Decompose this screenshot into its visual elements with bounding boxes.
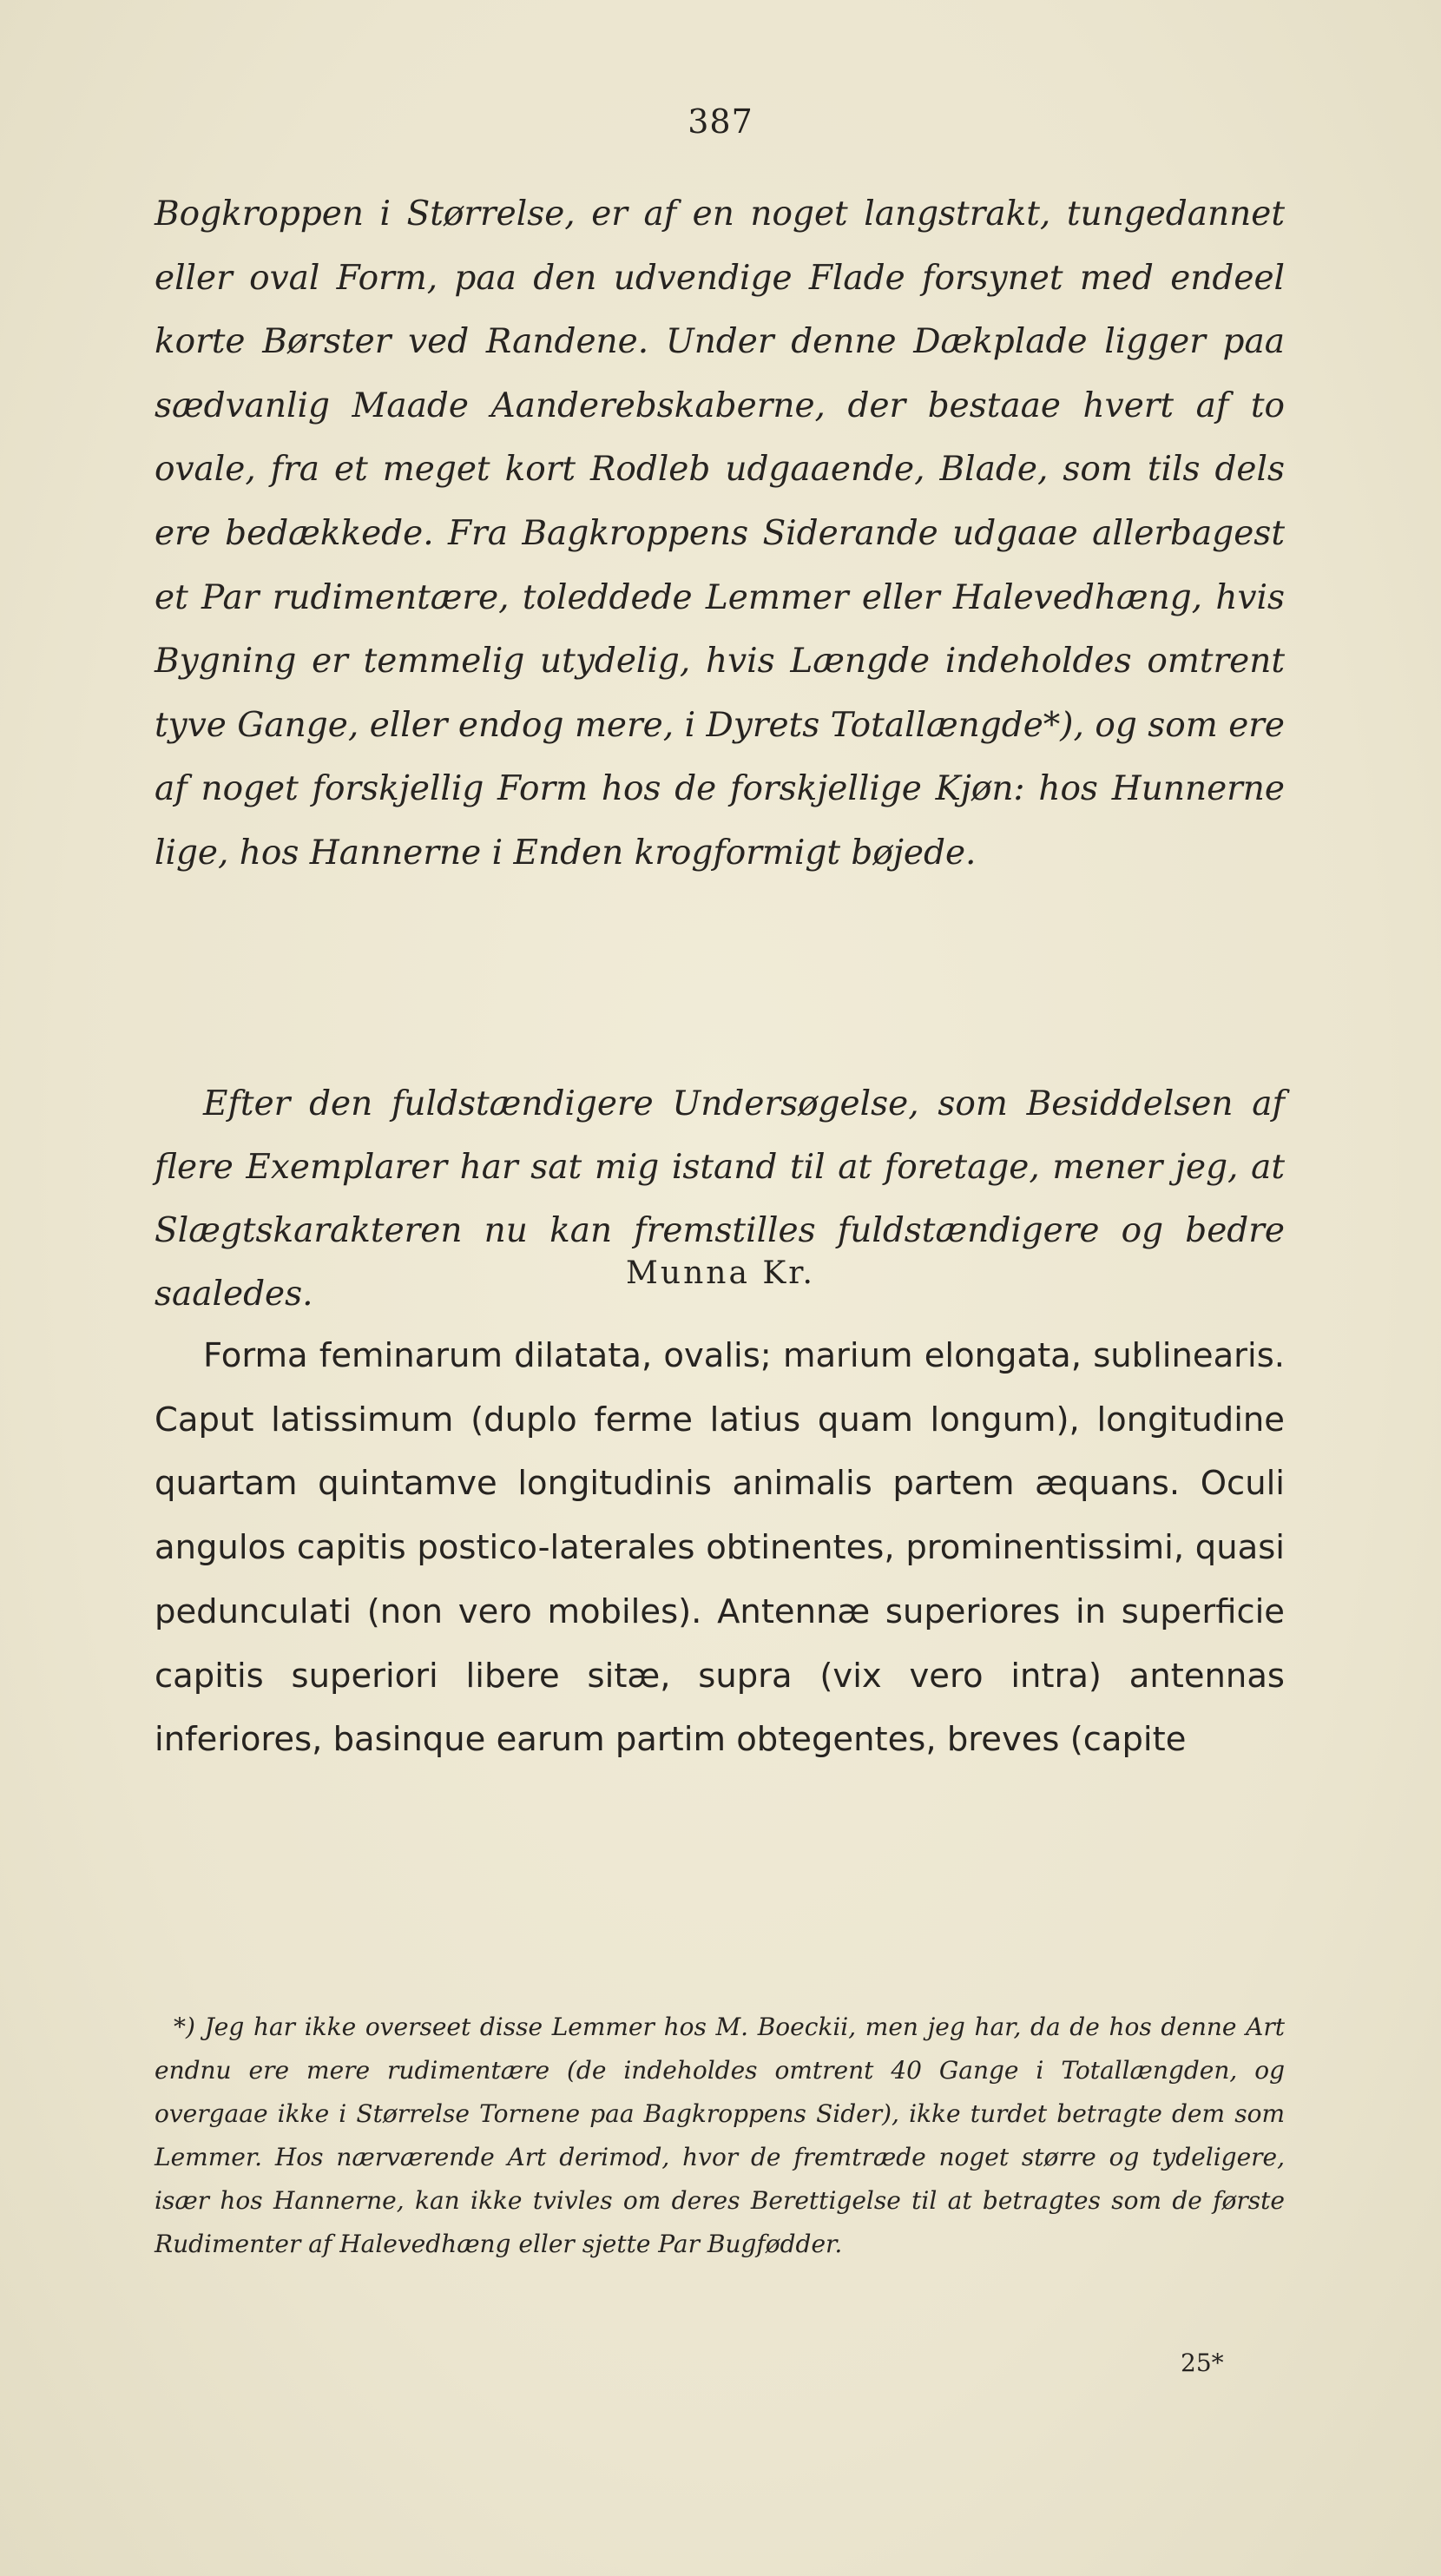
page-number: 387	[688, 102, 753, 141]
latin-description: Forma feminarum dilatata, ovalis; marium elongata, sublinearis. Caput latissimum (duplo ferme latius quam longum), longitudine quartam quintamve longitudinis animalis partem æquans. Oculi angulos capitis postico-laterales obtinentes, prominentissimi, quasi pedunculati (non vero mobiles). Antennæ superiores in superficie capitis superiori libere sitæ, supra (vix vero intra) antennas inferiores, basinque earum partim obtegentes, breves (capite	[155, 1336, 1285, 1760]
paragraph-1: Bogkroppen i Størrelse, er af en noget langstrakt, tungedannet eller oval Form, paa den udvendige Flade forsynet med endeel korte Børster ved Randene. Under denne Dækplade ligger paa sædvanlig Maade Aanderebskaberne, der bestaae hvert af to ovale, fra et meget kort Rodleb udgaaende, Blade, som tils dels ere bedækkede. Fra Bagkroppens Siderande udgaae allerbagest et Par rudimentære, toleddede Lemmer eller Halevedhæng, hvis Bygning er temmelig utydelig, hvis Længde indeholdes omtrent tyve Gange, eller endog mere, i Dyrets Totallængde*), og som ere af noget forskjellig Form hos de forskjellige Kjøn: hos Hunnerne lige, hos Hannerne i Enden krogformigt bøjede.	[155, 194, 1285, 873]
species-heading: Munna Kr.	[626, 1255, 815, 1291]
paragraph-2: Efter den fuldstændigere Undersøgelse, som Besiddelsen af flere Exemplarer har sat mig istand til at foretage, mener jeg, at Slægtskarakteren nu kan fremstilles fuldstændigere og bedre saaledes.	[155, 1084, 1285, 1314]
footnote: *) Jeg har ikke overseet disse Lemmer hos M. Boeckii, men jeg har, da de hos denne Art endnu ere mere rudimentære (de indeholdes omtrent 40 Gange i Totallængden, og overgaae ikke i Størrelse Tornene paa Bagkroppens Sider), ikke turdet betragte dem som Lemmer. Hos nærværende Art derimod, hvor de fremtræde noget større og tydeligere, især hos Hannerne, kan ikke tvivles om deres Berettigelse til at betragtes som de første Rudimenter af Halevedhæng eller sjette Par Bugfødder.	[155, 2013, 1285, 2258]
printer-signature: 25*	[1181, 2349, 1224, 2377]
